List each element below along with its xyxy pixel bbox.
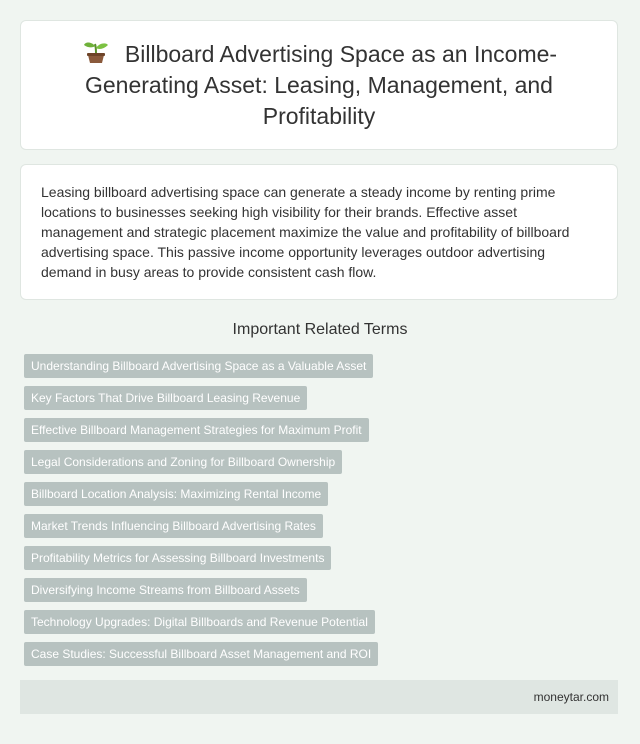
sprout-icon <box>81 40 111 64</box>
description-text: Leasing billboard advertising space can generate a steady income by renting prime locations to businesses seeking high visibility for their brands. Effective asset management and strategic placement maximize the value and profitability of billboard advertising space. This passive income opportunity leverages outdoor advertising demand in busy areas to provide consistent cash flow. <box>41 184 570 280</box>
term-tag[interactable]: Legal Considerations and Zoning for Billboard Ownership <box>24 450 342 474</box>
term-tag[interactable]: Understanding Billboard Advertising Space as a Valuable Asset <box>24 354 373 378</box>
term-tag[interactable]: Key Factors That Drive Billboard Leasing Revenue <box>24 386 307 410</box>
page-title-text: Billboard Advertising Space as an Income-Generating Asset: Leasing, Management, and Profitability <box>85 40 558 129</box>
related-terms-heading: Important Related Terms <box>232 321 408 338</box>
footer <box>20 680 618 714</box>
description-card <box>20 164 618 300</box>
title-card <box>20 20 618 150</box>
term-tag[interactable]: Case Studies: Successful Billboard Asset Management and ROI <box>24 642 378 666</box>
term-tag[interactable]: Profitability Metrics for Assessing Billboard Investments <box>24 546 331 570</box>
term-tag[interactable]: Technology Upgrades: Digital Billboards and Revenue Potential <box>24 610 375 634</box>
page-title <box>21 39 617 132</box>
footer-site-link[interactable]: moneytar.com <box>533 690 609 704</box>
term-tag[interactable]: Billboard Location Analysis: Maximizing Rental Income <box>24 482 328 506</box>
related-terms-list <box>24 354 378 674</box>
term-tag[interactable]: Market Trends Influencing Billboard Advertising Rates <box>24 514 323 538</box>
term-tag[interactable]: Diversifying Income Streams from Billboard Assets <box>24 578 307 602</box>
term-tag[interactable]: Effective Billboard Management Strategies for Maximum Profit <box>24 418 369 442</box>
